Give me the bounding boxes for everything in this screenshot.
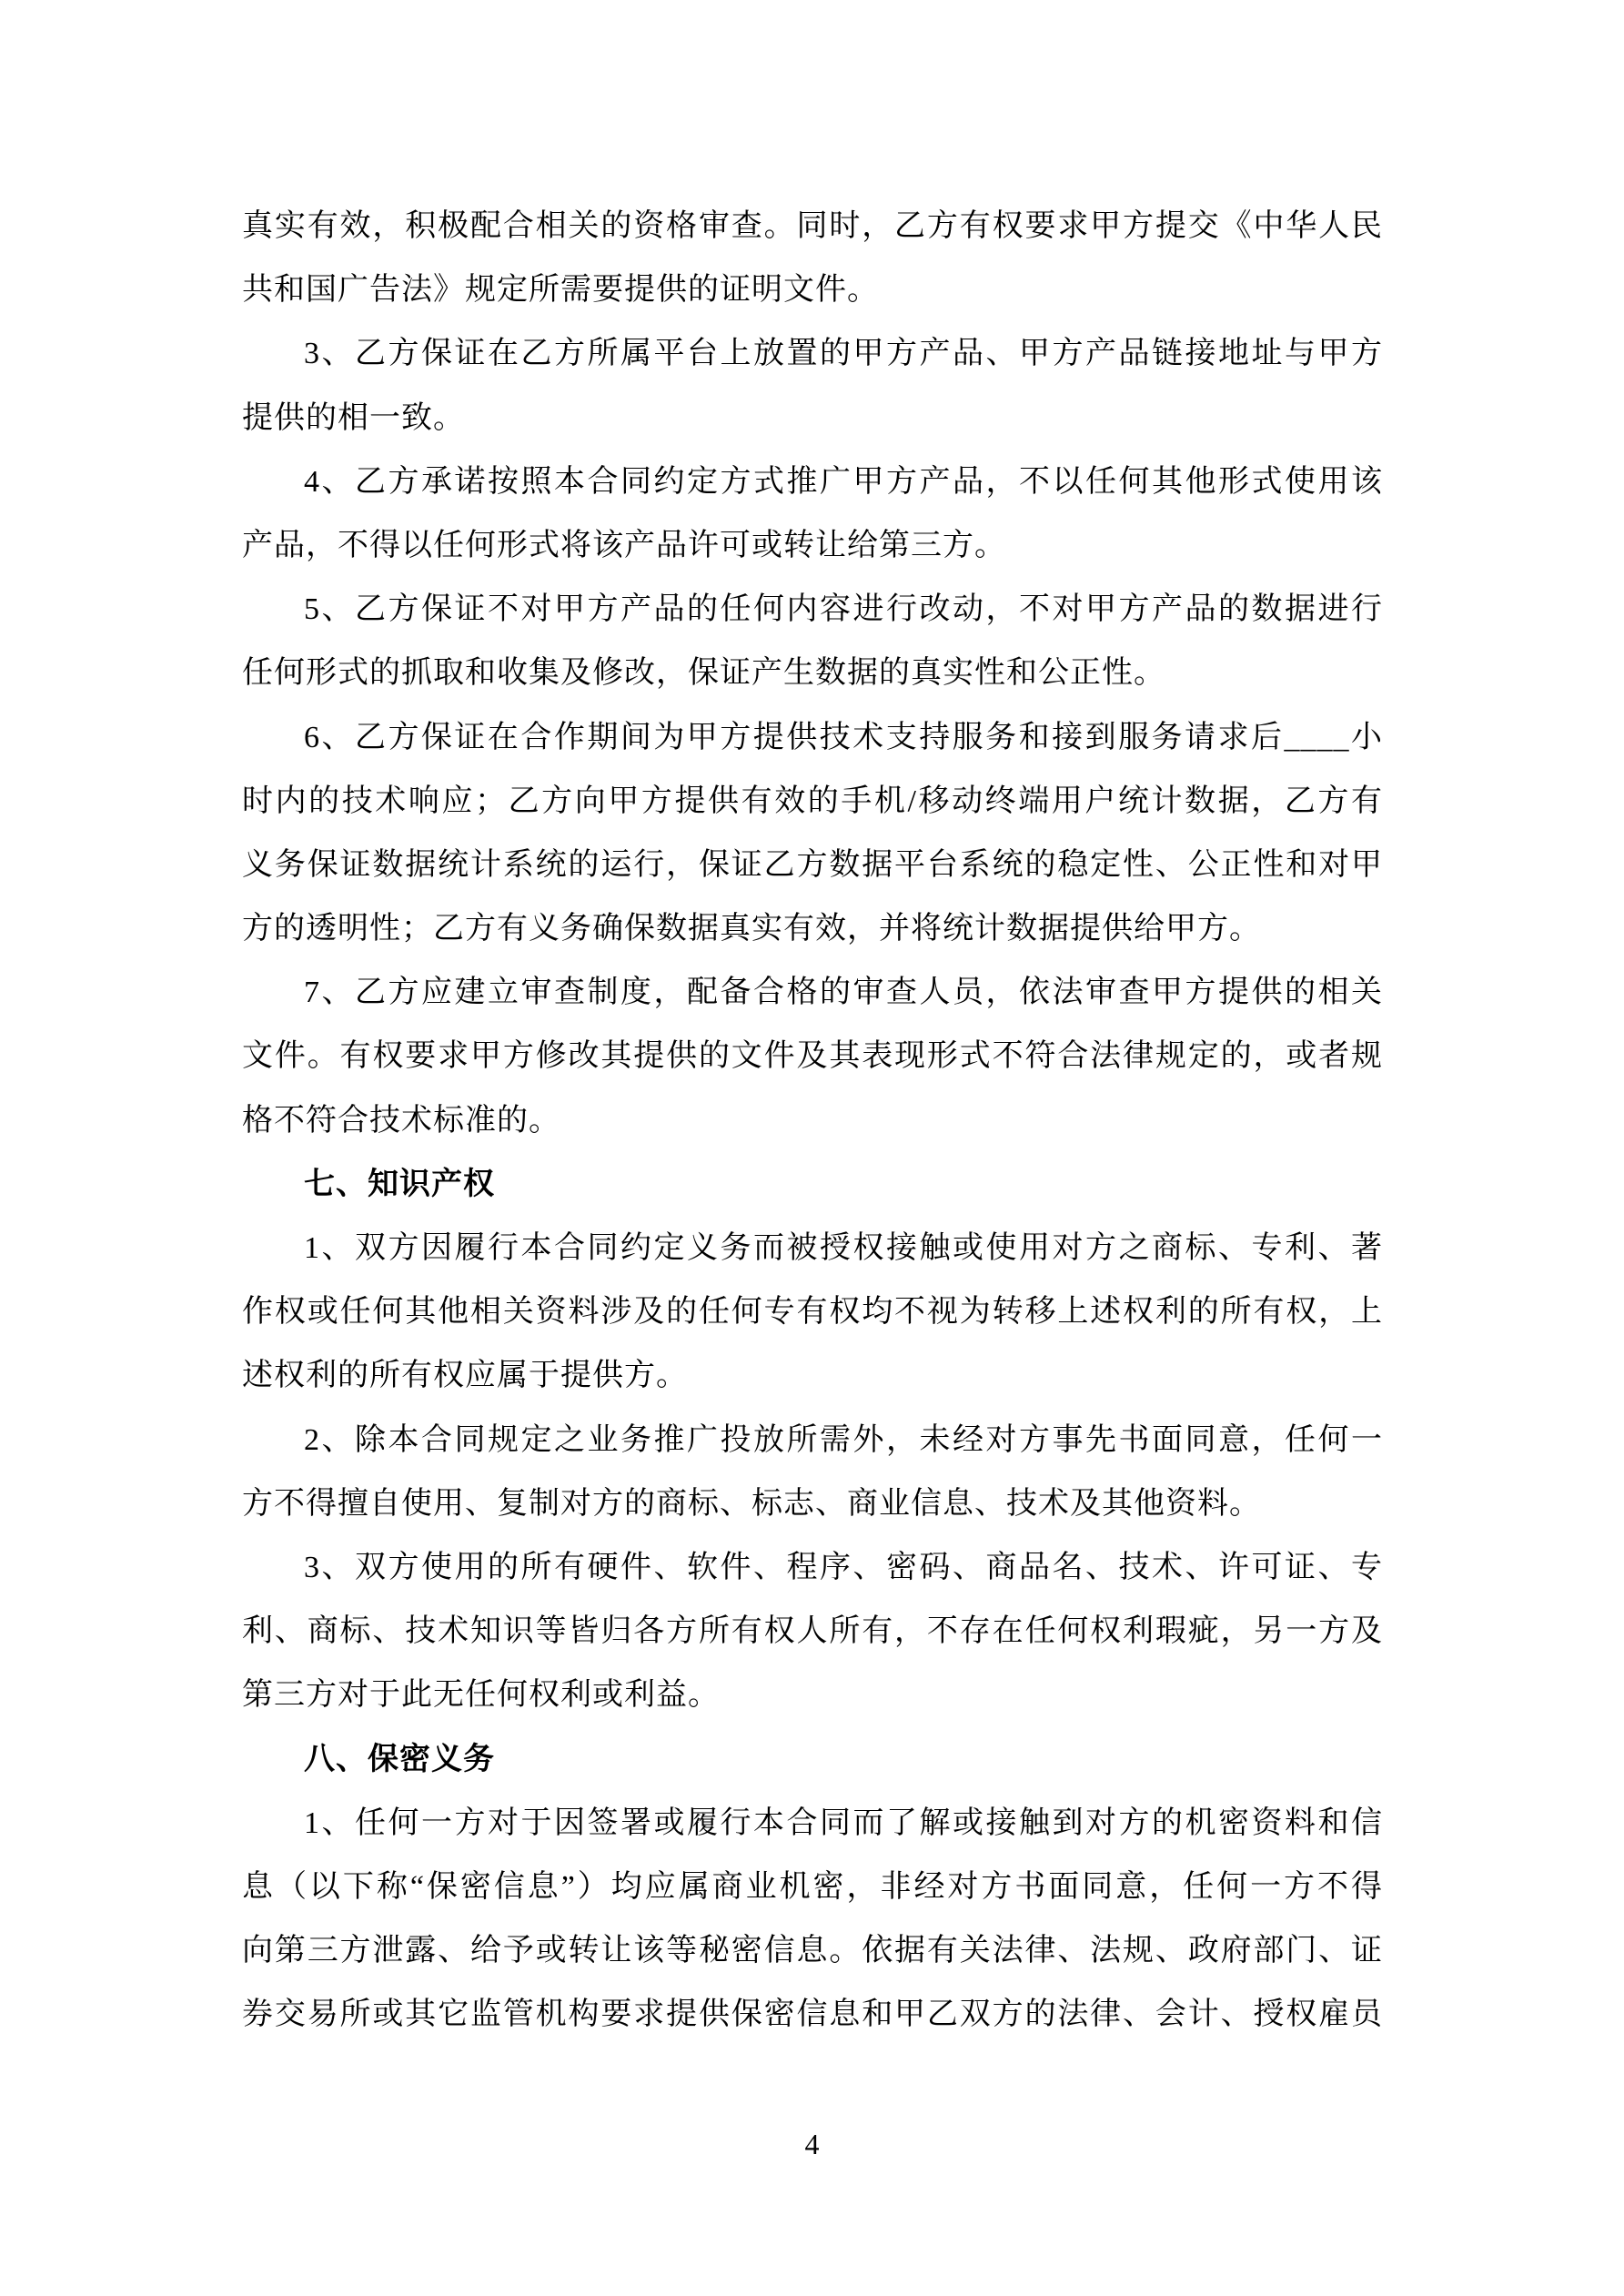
document-body [242, 195, 1383, 2047]
text-line: 任何形式的抓取和收集及修改，保证产生数据的真实性和公正性。 [242, 656, 1165, 691]
text-line: 向第三方泄露、给予或转让该等秘密信息。依据有关法律、法规、政府部门、证 [242, 1934, 1383, 1968]
text-line: 3、乙方保证在乙方所属平台上放置的甲方产品、甲方产品链接地址与甲方 [304, 337, 1383, 371]
text-line: 4、乙方承诺按照本合同约定方式推广甲方产品，不以任何其他形式使用该 [304, 464, 1383, 499]
text-line: 方的透明性；乙方有义务确保数据真实有效，并将统计数据提供给甲方。 [242, 912, 1261, 946]
text-line: 息（以下称“保密信息”）均应属商业机密，非经对方书面同意，任何一方不得 [242, 1869, 1383, 1904]
text-line: 格不符合技术标准的。 [242, 1103, 560, 1138]
text-line: 5、乙方保证不对甲方产品的任何内容进行改动，不对甲方产品的数据进行 [304, 592, 1383, 627]
text-line: 券交易所或其它监管机构要求提供保密信息和甲乙双方的法律、会计、授权雇员 [242, 1998, 1383, 2032]
text-line: 义务保证数据统计系统的运行，保证乙方数据平台系统的稳定性、公正性和对甲 [242, 847, 1383, 882]
text-line-with-blank: 6、乙方保证在合作期间为甲方提供技术支持服务和接到服务请求后____小 [304, 720, 1383, 754]
text-line: 方不得擅自使用、复制对方的商标、标志、商业信息、技术及其他资料。 [242, 1486, 1261, 1521]
text-line: 述权利的所有权应属于提供方。 [242, 1359, 688, 1393]
text-line: 1、任何一方对于因签署或履行本合同而了解或接触到对方的机密资料和信 [304, 1805, 1383, 1840]
text-line: 2、除本合同规定之业务推广投放所需外，未经对方事先书面同意，任何一 [304, 1422, 1383, 1457]
page-number: 4 [804, 2128, 820, 2160]
text-line: 时内的技术响应；乙方向甲方提供有效的手机/移动终端用户统计数据，乙方有 [242, 784, 1383, 818]
text-line: 第三方对于此无任何权利或利益。 [242, 1678, 720, 1713]
text-line: 产品，不得以任何形式将该产品许可或转让给第三方。 [242, 528, 1006, 562]
text-line: 共和国广告法》规定所需要提供的证明文件。 [242, 273, 879, 308]
section-heading-confidentiality: 八、保密义务 [304, 1742, 495, 1776]
text-line: 3、双方使用的所有硬件、软件、程序、密码、商品名、技术、许可证、专 [304, 1550, 1383, 1584]
text-line: 1、双方因履行本合同约定义务而被授权接触或使用对方之商标、专利、著 [304, 1231, 1383, 1265]
text-line: 7、乙方应建立审查制度，配备合格的审查人员，依法审查甲方提供的相关 [304, 976, 1383, 1010]
text-line: 作权或任何其他相关资料涉及的任何专有权均不视为转移上述权利的所有权，上 [242, 1295, 1383, 1330]
text-line: 真实有效，积极配合相关的资格审查。同时，乙方有权要求甲方提交《中华人民 [242, 209, 1383, 243]
section-heading-ip: 七、知识产权 [304, 1167, 495, 1201]
text-line: 利、商标、技术知识等皆归各方所有权人所有，不存在任何权利瑕疵，另一方及 [242, 1614, 1383, 1649]
text-line: 文件。有权要求甲方修改其提供的文件及其表现形式不符合法律规定的，或者规 [242, 1039, 1383, 1074]
text-line: 提供的相一致。 [242, 400, 465, 435]
